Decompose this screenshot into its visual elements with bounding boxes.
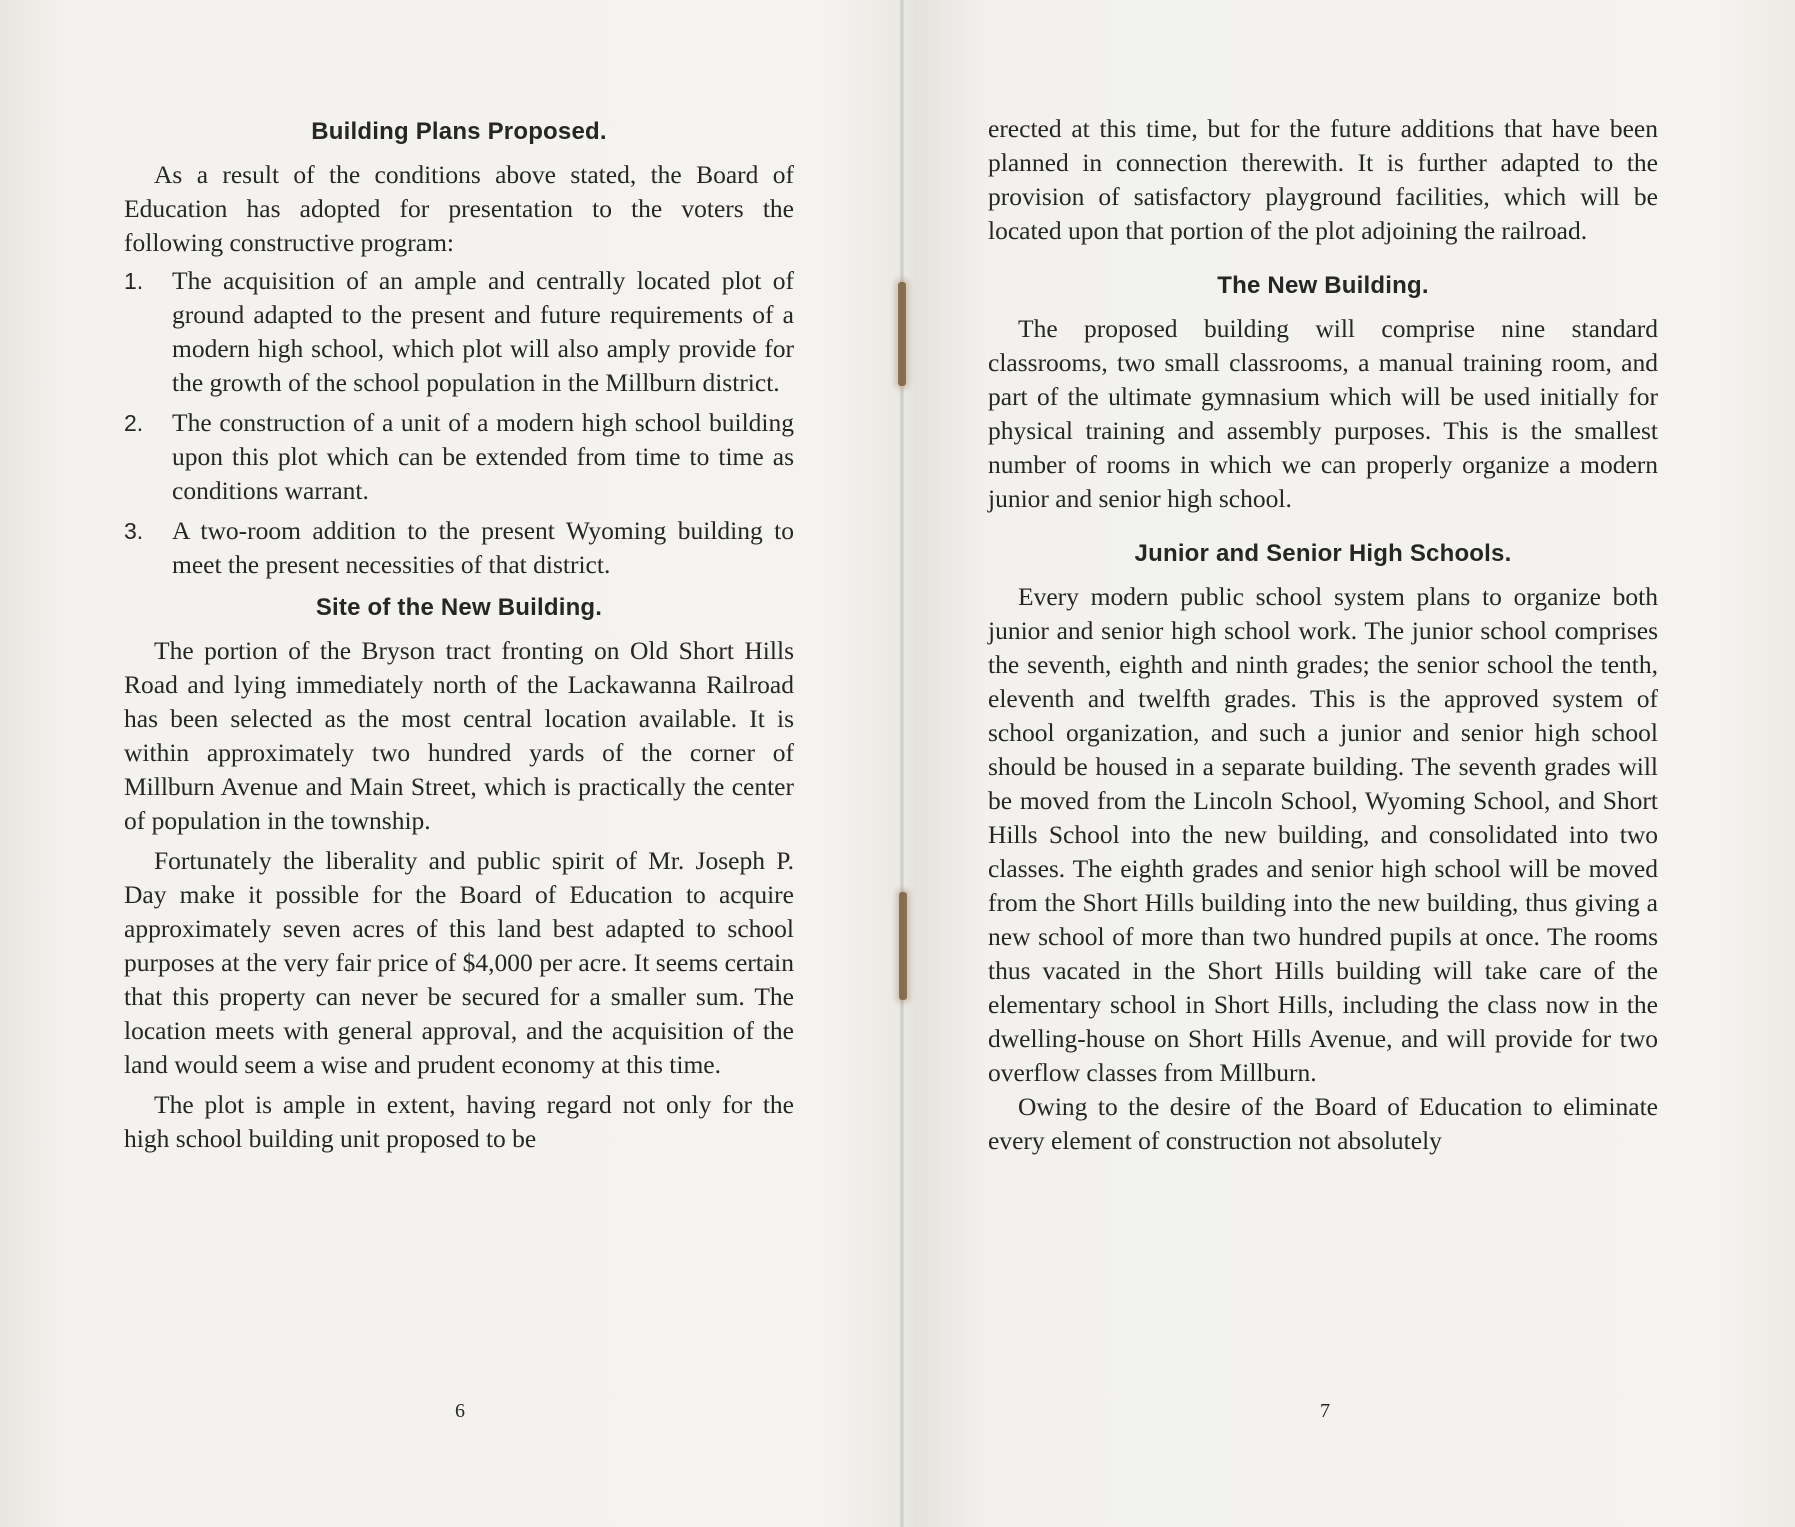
right-text-column — [988, 112, 1658, 1158]
site-paragraph-3: The plot is ample in extent, having regard not only for the high school building unit proposed to be — [124, 1090, 794, 1153]
program-item-number: 2. — [124, 410, 144, 436]
junior-senior-paragraph-2: Owing to the desire of the Board of Education to eliminate every element of construction not absolutely — [988, 1092, 1658, 1155]
site-paragraph-2: Fortunately the liberality and public spirit of Mr. Joseph P. Day make it possible for the Board of Education to acquire approximately seven acres of this land best adapted to school purposes at the very fair price of $4,000 per acre. It seems certain that this property can never be secured for a smaller sum. The location meets with general approval, and the acquisition of the land would seem a wise and prudent economy at this time. — [124, 846, 794, 1079]
program-list — [124, 264, 794, 582]
left-text-column — [124, 118, 794, 1156]
heading-building-plans: Building Plans Proposed. — [311, 118, 607, 145]
program-item — [124, 514, 794, 582]
junior-senior-paragraph-1: Every modern public school system plans to organize both junior and senior high school work. The junior school comprises the seventh, eighth and ninth grades; the senior school the tenth, eleventh and twelfth grades. This is the approved system of school organization, and such a junior and senior high school should be housed in a separate building. The seventh grades will be moved from the Lincoln School, Wyoming School, and Short Hills School into the new building, and consolidated into two classes. The eighth grades and senior high school will be moved from the Short Hills building into the new building, thus giving a new school of more than two hundred pupils at once. The rooms thus vacated in the Short Hills building will take care of the elementary school in Short Hills, including the class now in the dwelling-house on Short Hills Avenue, and will provide for two overflow classes from Millburn. — [988, 582, 1658, 1087]
page-number-left: 6 — [455, 1400, 465, 1422]
new-building-paragraph: The proposed building will comprise nine standard classrooms, two small classrooms, a manual training room, and part of the ultimate gymnasium which will be used initially for physical training and assembly purposes. This is the smallest number of rooms in which we can properly organize a modern junior and senior high school. — [988, 314, 1658, 513]
continuation-paragraph: erected at this time, but for the future additions that have been planned in connection therewith. It is further adapted to the provision of satisfactory playground facilities, which will be located upon that portion of the plot adjoining the railroad. — [988, 114, 1658, 245]
program-item-number: 1. — [124, 268, 144, 294]
program-item-number: 3. — [124, 518, 144, 544]
program-item — [124, 264, 794, 400]
page-number-right: 7 — [1320, 1400, 1330, 1422]
heading-junior-senior: Junior and Senior High Schools. — [1134, 540, 1512, 567]
heading-new-building: The New Building. — [1217, 272, 1429, 299]
site-paragraph-1: The portion of the Bryson tract fronting on Old Short Hills Road and lying immediately north of the Lackawanna Railroad has been selected as the most central location available. It is within approximately two hundred yards of the corner of Millburn Avenue and Main Street, which is practically the center of population in the township. — [124, 636, 794, 835]
program-item — [124, 406, 794, 508]
program-item-text: The acquisition of an ample and centrally located plot of ground adapted to the present and future requirements of a modern high school, which plot will also amply provide for the growth of the school population in the Millburn district. — [172, 266, 794, 397]
heading-site: Site of the New Building. — [315, 594, 603, 621]
program-item-text: The construction of a unit of a modern high school building upon this plot which can be extended from time to time as conditions warrant. — [172, 408, 794, 505]
intro-paragraph: As a result of the conditions above stated, the Board of Education has adopted for presentation to the voters the following constructive program: — [124, 160, 794, 257]
right-page — [904, 0, 1795, 1527]
program-item-text: A two-room addition to the present Wyoming building to meet the present necessities of that district. — [172, 516, 794, 579]
